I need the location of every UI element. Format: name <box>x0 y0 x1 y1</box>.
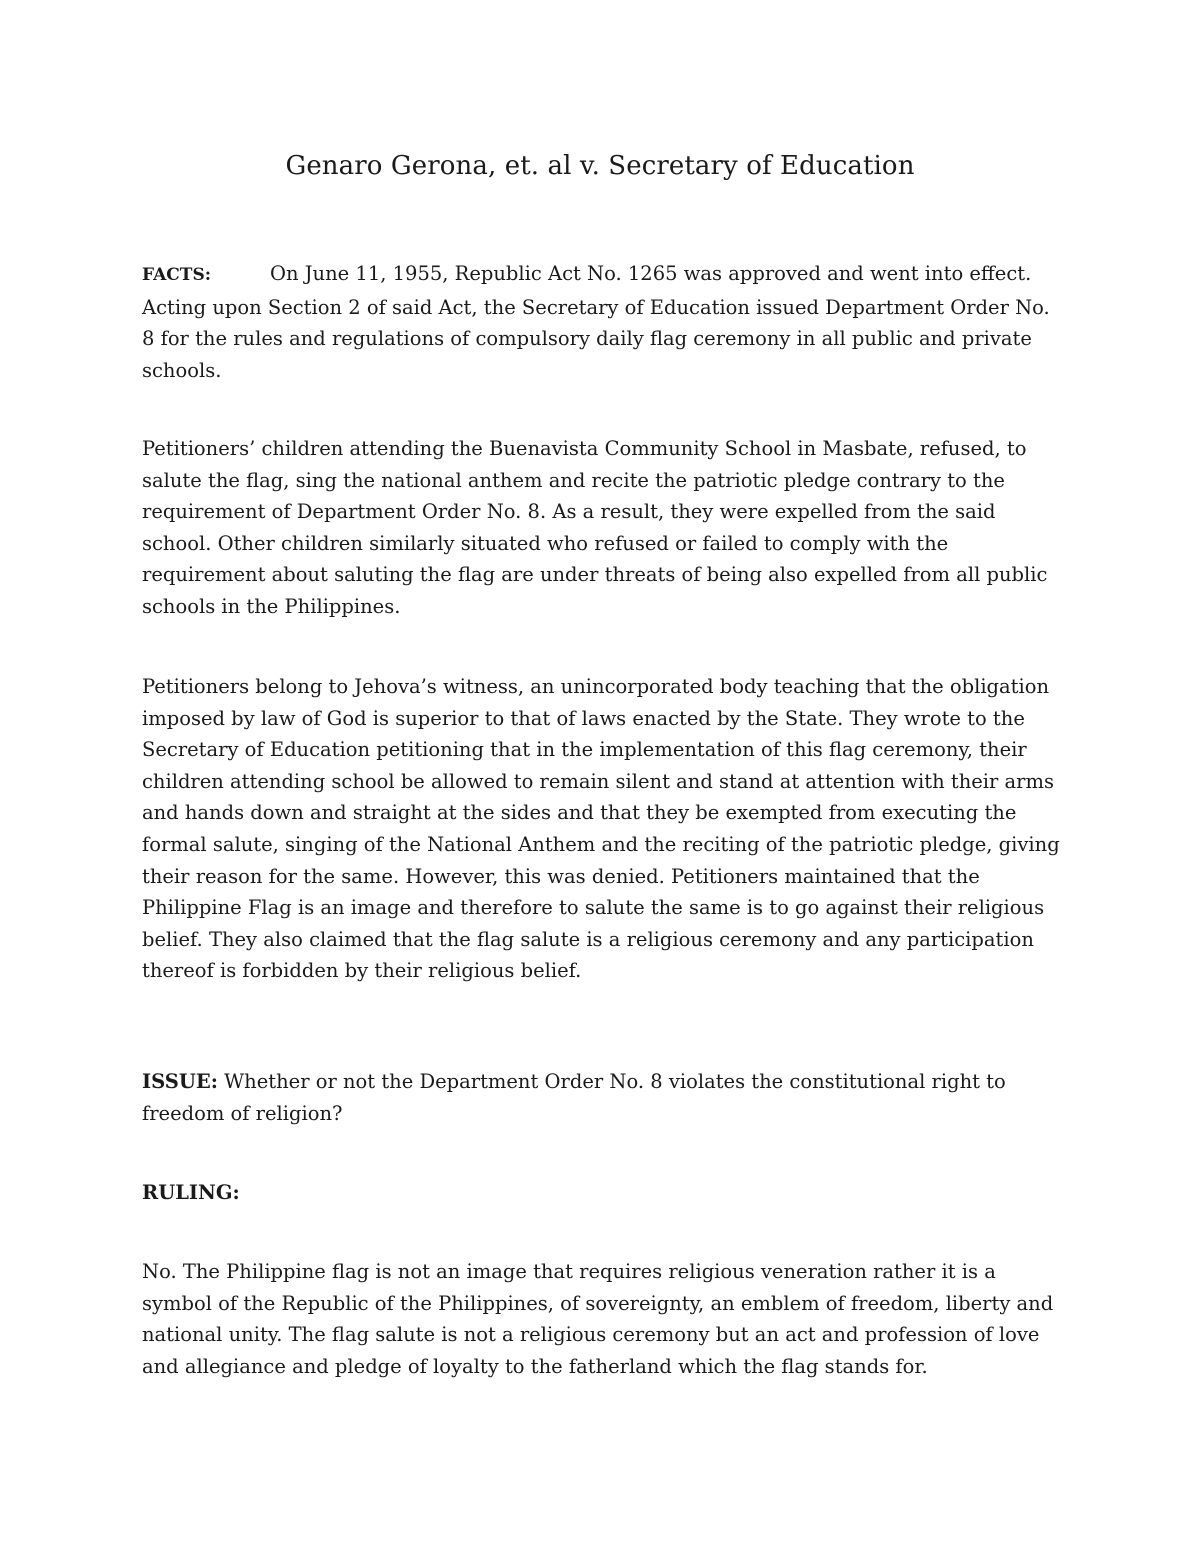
ruling-label: RULING: <box>142 1181 240 1204</box>
facts-paragraph-2: Petitioners’ children attending the Buenavista Community School in Masbate, refused, to salute the flag, sing the national anthem and recite the patriotic pledge contrary to the requirement of Department Order No. 8. As a result, they were expelled from the said school. Other children similarly situated who refused or failed to comply with the requirement about saluting the flag are under threats of being also expelled from all public schools in the Philippines. <box>142 437 1048 618</box>
document-title: Genaro Gerona, et. al v. Secretary of Education <box>285 151 915 181</box>
facts-paragraph-3: Petitioners belong to Jehova’s witness, an unincorporated body teaching that the obligation imposed by law of God is superior to that of laws enacted by the State. They wrote to the Secretary of Education petitioning that in the implementation of this flag ceremony, their children attending school be allowed to remain silent and stand at attention with their arms and hands down and straight at the sides and that they be exempted from executing the formal salute, singing of the National Anthem and the reciting of the patriotic pledge, giving their reason for the same. However, this was denied. Petitioners maintained that the Philippine Flag is an image and therefore to salute the same is to go against their religious belief. They also claimed that the flag salute is a religious ceremony and any participation thereof is forbidden by their religious belief. <box>142 675 1060 983</box>
facts-text: On June 11, 1955, Republic Act No. 1265 was approved and went into effect. Acting upon Section 2 of said Act, the Secretary of Education issued Department Order No. 8 for the rules and regulations of compulsory daily flag ceremony in all public and private schools. <box>142 262 1050 382</box>
issue-paragraph <box>142 1066 1062 1129</box>
ruling-heading <box>142 1177 1062 1209</box>
ruling-paragraph: No. The Philippine flag is not an image that requires religious veneration rather it is a symbol of the Republic of the Philippines, of sovereignty, an emblem of freedom, liberty and national unity. The flag salute is not a religious ceremony but an act and profession of love and allegiance and pledge of loyalty to the fatherland which the flag stands for. <box>142 1260 1054 1378</box>
issue-label: ISSUE: <box>142 1070 218 1093</box>
facts-label: FACTS: <box>142 265 211 285</box>
facts-paragraph <box>142 258 1062 386</box>
issue-text: Whether or not the Department Order No. 8 violates the constitutional right to freedom of religion? <box>142 1070 1006 1125</box>
